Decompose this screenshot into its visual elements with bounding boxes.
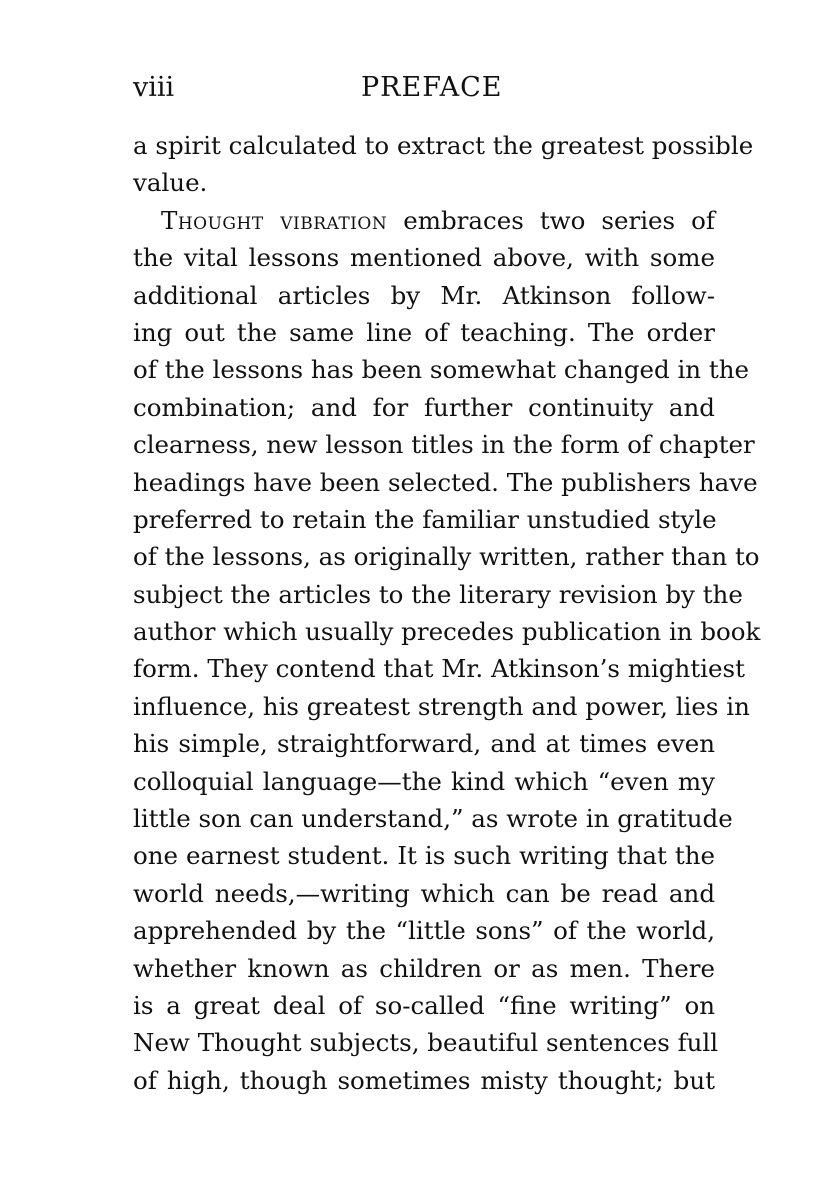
text-line: a spirit calculated to extract the greatest possible [133,131,754,160]
text-line: ing out the same line of teaching. The order [133,317,715,347]
text-line: one earnest student. It is such writing that the [133,841,715,871]
text-line: of the lessons, as originally written, rather than to [133,542,760,572]
text-line: preferred to retain the familiar unstudied style [133,504,717,534]
text-line: combination; and for further continuity and [133,392,715,422]
text-line: little son can understand,” as wrote in gratitude [133,804,733,834]
text-fragment: embraces two series of [387,205,715,235]
running-head [133,68,715,108]
text-line: world needs,—writing which can be read and [133,878,715,908]
text-line: subject the articles to the literary revision by the [133,579,743,609]
text-line: apprehended by the “little sons” of the world, [133,916,715,946]
text-line: is a great deal of so-called “fine writing” on [133,990,715,1020]
text-line: additional articles by Mr. Atkinson follow- [133,280,715,310]
text-line: form. They contend that Mr. Atkinson’s mightiest [133,654,745,684]
text-line: headings have been selected. The publishers have [133,467,758,497]
text-line: whether known as children or as men. There [133,953,715,983]
text-line: value. [133,168,208,198]
text-line: of the lessons has been somewhat changed in the [133,355,749,385]
text-line: influence, his greatest strength and power, lies in [133,691,750,721]
text-line: his simple, straightforward, and at times even [133,729,715,759]
text-line: clearness, new lesson titles in the form of chapter [133,430,755,460]
text-line [133,202,715,239]
book-title-smallcaps: Thought vibration [161,205,388,235]
text-line: New Thought subjects, beautiful sentences full [133,1028,719,1058]
body-text [133,127,761,1099]
text-line: the vital lessons mentioned above, with some [133,243,715,273]
page-number: viii [133,72,175,103]
running-title: PREFACE [361,72,503,103]
text-line: colloquial language—the kind which “even my [133,766,715,796]
text-line: author which usually precedes publication in book [133,617,761,647]
text-line: of high, though sometimes misty thought; but [133,1065,715,1095]
